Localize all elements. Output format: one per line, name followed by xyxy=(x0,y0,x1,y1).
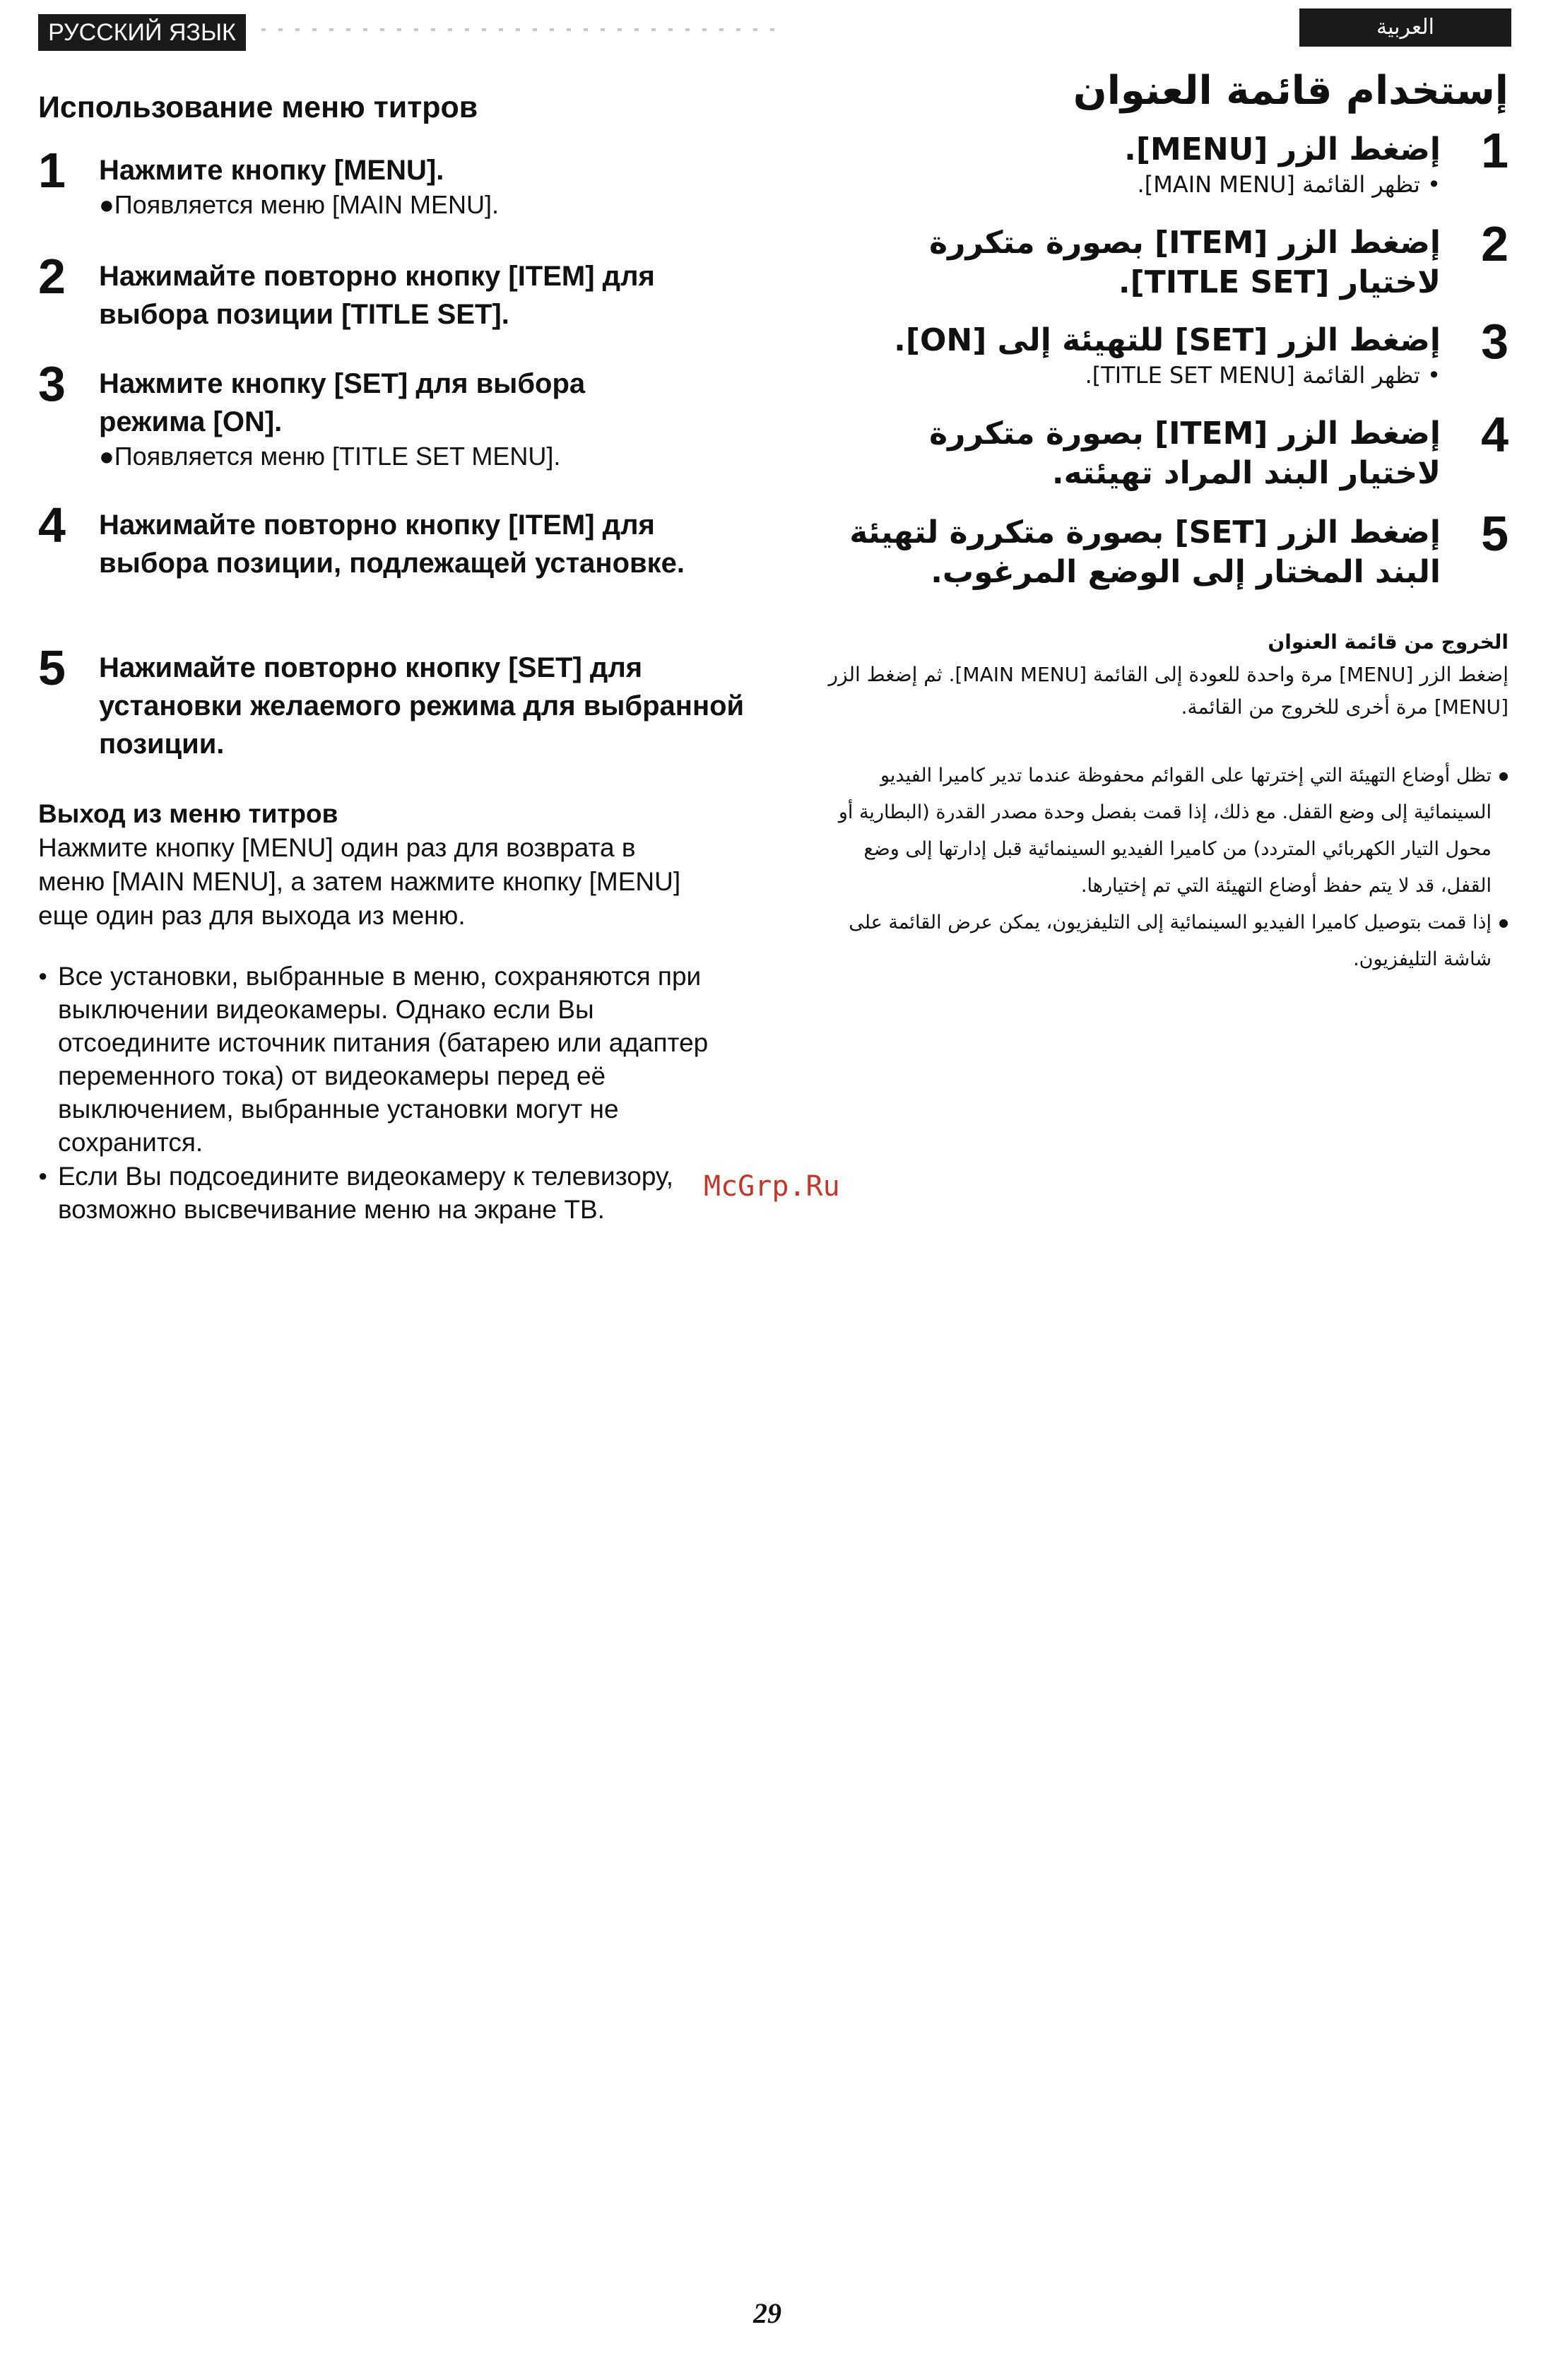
ar-step-instruction: إضغط الزر [SET] بصورة متكررة لتهيئة البند المختار إلى الوضع المرغوب. xyxy=(849,514,1441,590)
ar-step-3 xyxy=(802,314,1508,390)
ar-step-instruction: إضغط الزر [MENU]. xyxy=(1124,131,1441,167)
ar-step-number: 2 xyxy=(1481,216,1508,271)
ar-step-number: 5 xyxy=(1481,506,1508,561)
ar-exit-body: إضغط الزر [MENU] مرة واحدة للعودة إلى القائمة [MAIN MENU]. ثم إضغط الزر [MENU] مرة أخرى للخروج من القائمة. xyxy=(828,663,1508,719)
ar-step-instruction: إضغط الزر [ITEM] بصورة متكررة لاختيار [TITLE SET]. xyxy=(929,225,1441,300)
ru-step-note xyxy=(99,189,745,220)
ar-step-number: 3 xyxy=(1481,314,1508,369)
ru-step-1 xyxy=(38,143,745,220)
ru-exit-heading: Выход из меню титров xyxy=(38,799,338,828)
ar-note-item: ● إذا قمت بتوصيل كاميرا الفيديو السينمائية إلى التليفزيون، يمكن عرض القائمة على شاشة التليفزيون. xyxy=(816,905,1508,978)
ru-step-instruction: Нажимайте повторно кнопку [ITEM] для выбора позиции, подлежащей установке. xyxy=(99,509,685,579)
ar-step-instruction: إضغط الزر [ITEM] بصورة متكررة لاختيار البند المراد تهيئته. xyxy=(929,416,1441,491)
ru-step-number: 3 xyxy=(38,356,66,411)
ru-step-4 xyxy=(38,497,745,582)
ar-step-note xyxy=(802,360,1441,390)
ar-exit-section xyxy=(802,626,1508,724)
ar-notes xyxy=(816,758,1508,978)
ru-note-item: ● Все установки, выбранные в меню, сохраняются при выключении видеокамеры. Однако если Вы отсоедините источник питания (батарею или адаптер переменного тока) от видеокамеры перед её выключением, выбранные установки могут не сохранится. xyxy=(38,959,738,1159)
language-tab-arabic: العربية xyxy=(1299,8,1511,47)
ru-exit-body: Нажмите кнопку [MENU] один раз для возврата в меню [MAIN MENU], а затем нажмите кнопку [MENU] еще один раз для выхода из меню. xyxy=(38,833,681,930)
ru-step-instruction: Нажмите кнопку [MENU]. xyxy=(99,155,444,186)
bullet-icon: ● xyxy=(99,190,114,219)
watermark: McGrp.Ru xyxy=(704,1170,840,1203)
ru-step-note xyxy=(99,441,745,472)
ar-step-number: 1 xyxy=(1481,123,1508,178)
language-tab-russian: РУССКИЙ ЯЗЫК xyxy=(38,14,246,51)
ru-step-number: 1 xyxy=(38,143,66,198)
ar-step-number: 4 xyxy=(1481,407,1508,462)
ar-step-5 xyxy=(802,506,1508,592)
ru-step-3 xyxy=(38,356,745,472)
header-dotted-rule xyxy=(261,28,784,31)
bullet-icon: • xyxy=(1419,362,1441,389)
ar-step-note-text: تظهر القائمة [MAIN MENU]. xyxy=(1137,171,1420,198)
ar-step-1 xyxy=(802,123,1508,199)
ar-exit-heading: الخروج من قائمة العنوان xyxy=(1268,630,1508,654)
ru-step-5 xyxy=(38,640,745,763)
ru-step-note-text: Появляется меню [TITLE SET MENU]. xyxy=(114,442,561,471)
ru-step-instruction: Нажмите кнопку [SET] для выбора режима [ON]. xyxy=(99,368,586,437)
ru-step-2 xyxy=(38,249,745,334)
ar-step-note xyxy=(802,170,1441,199)
ru-section-title: Использование меню титров xyxy=(38,90,478,124)
ar-section-title: إستخدام قائمة العنوان xyxy=(1073,68,1508,114)
ru-step-note-text: Появляется меню [MAIN MENU]. xyxy=(114,190,500,219)
ar-step-4 xyxy=(802,407,1508,493)
page-number: 29 xyxy=(753,2297,781,2329)
bullet-icon: ● xyxy=(99,442,114,471)
ru-note-item: ● Если Вы подсоедините видеокамеру к телевизору, возможно высвечивание меню на экране ТВ. xyxy=(38,1159,738,1226)
ar-step-2 xyxy=(802,216,1508,302)
ru-step-number: 2 xyxy=(38,249,66,304)
ru-step-instruction: Нажимайте повторно кнопку [SET] для установки желаемого режима для выбранной позиции. xyxy=(99,652,745,760)
ar-step-note-text: تظهر القائمة [TITLE SET MENU]. xyxy=(1085,362,1420,389)
ru-exit-section xyxy=(38,797,695,933)
ru-step-number: 4 xyxy=(38,497,66,553)
ru-step-number: 5 xyxy=(38,640,66,695)
ru-step-instruction: Нажимайте повторно кнопку [ITEM] для выбора позиции [TITLE SET]. xyxy=(99,261,655,330)
ru-notes xyxy=(38,959,738,1226)
bullet-icon: • xyxy=(1419,171,1441,198)
ar-note-item: ● تظل أوضاع التهيئة التي إخترتها على القوائم محفوظة عندما تدير كاميرا الفيديو السينمائية إلى وضع القفل. مع ذلك، إذا قمت بفصل وحدة مصدر القدرة (البطارية أو محول التيار الكهربائي المتردد) من كاميرا الفيديو السينمائية قبل إدارتها إلى وضع القفل، قد لا يتم حفظ أوضاع التهيئة التي تم إختيارها. xyxy=(816,758,1508,905)
ar-step-instruction: إضغط الزر [SET] للتهيئة إلى [ON]. xyxy=(894,322,1441,358)
